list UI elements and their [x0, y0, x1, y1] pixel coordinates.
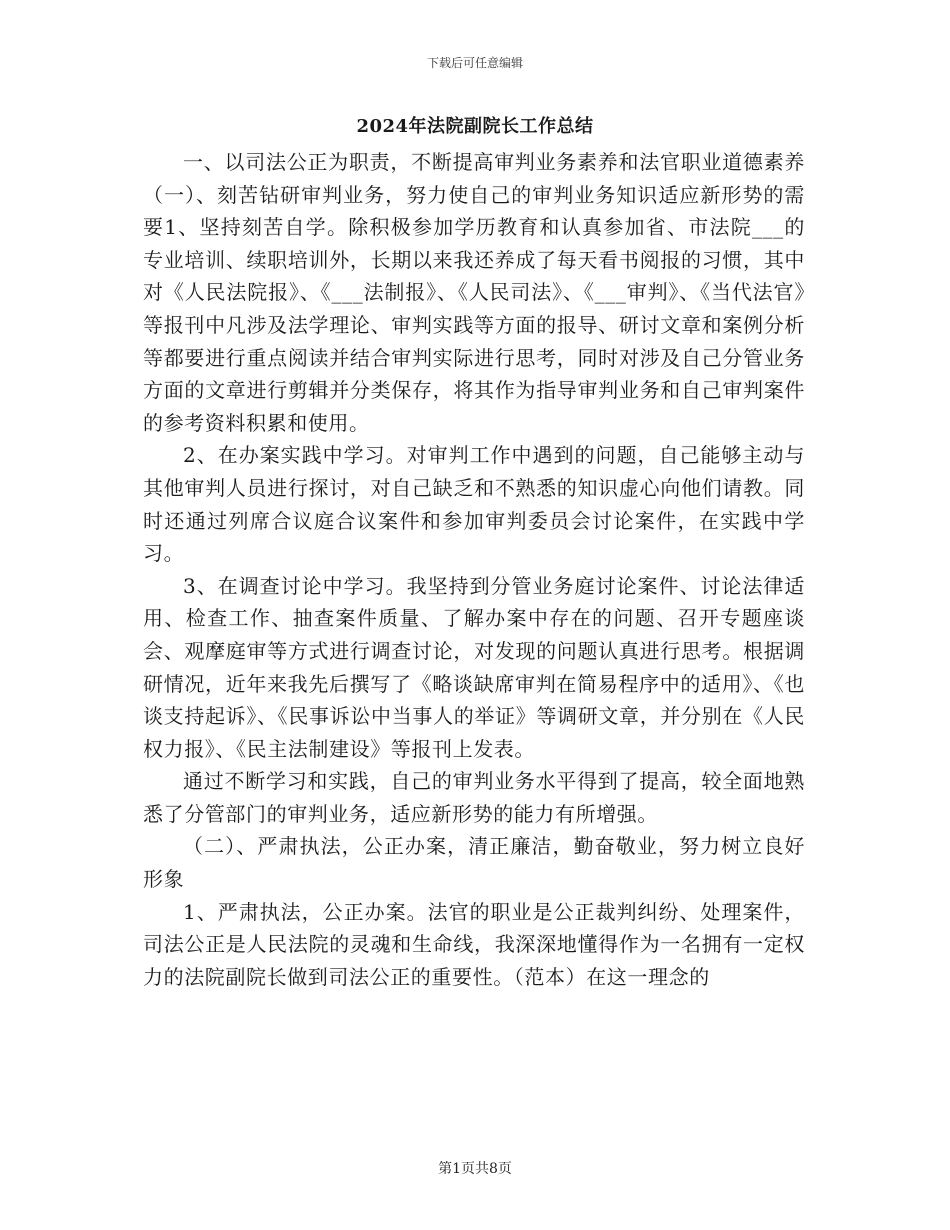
document-body: [143, 146, 805, 993]
paragraph-4: 通过不断学习和实践，自己的审判业务水平得到了提高，较全面地熟悉了分管部门的审判业务，适应新形势的能力有所增强。: [143, 769, 805, 826]
paragraph-5: （二）、严肃执法，公正办案，清正廉洁，勤奋敬业，努力树立良好形象: [143, 834, 805, 892]
paragraph-6: 1、严肃执法，公正办案。法官的职业是公正裁判纠纷、处理案件，司法公正是人民法院的灵魂和生命线，我深深地懂得作为一名拥有一定权力的法院副院长做到司法公正的重要性。（范本）在这一理念的: [143, 899, 805, 989]
page-footer: 第1页共8页: [438, 1161, 512, 1177]
paragraph-1: 一、以司法公正为职责，不断提高审判业务素养和法官职业道德素养（一）、刻苦钻研审判业务，努力使自己的审判业务知识适应新形势的需要1、坚持刻苦自学。除积极参加学历教育和认真参加省、市法院___的专业培训、续职培训外，长期以来我还养成了每天看书阅报的习惯，其中对《人民法院报》、《___法制报》、《人民司法》、《___审判》、《当代法官》等报刊中凡涉及法学理论、审判实践等方面的报导、研讨文章和案例分析等都要进行重点阅读并结合审判实际进行思考，同时对涉及自己分管业务方面的文章进行剪辑并分类保存，将其作为指导审判业务和自己审判案件的参考资料积累和使用。: [143, 150, 805, 435]
paragraph-3: 3、在调查讨论中学习。我坚持到分管业务庭讨论案件、讨论法律适用、检查工作、抽查案件质量、了解办案中存在的问题、召开专题座谈会、观摩庭审等方式进行调查讨论，对发现的问题认真进行思考。根据调研情况，近年来我先后撰写了《略谈缺席审判在简易程序中的适用》、《也谈支持起诉》、《民事诉讼中当事人的举证》等调研文章，并分别在《人民权力报》、《民主法制建设》等报刊上发表。: [143, 573, 805, 761]
paragraph-2: 2、在办案实践中学习。对审判工作中遇到的问题，自己能够主动与其他审判人员进行探讨，对自己缺乏和不熟悉的知识虚心向他们请教。同时还通过列席合议庭合议案件和参加审判委员会讨论案件，在实践中学习。: [143, 443, 805, 566]
header-note: 下载后可任意编辑: [426, 56, 523, 70]
document-title: 2024年法院副院长工作总结: [356, 116, 594, 137]
